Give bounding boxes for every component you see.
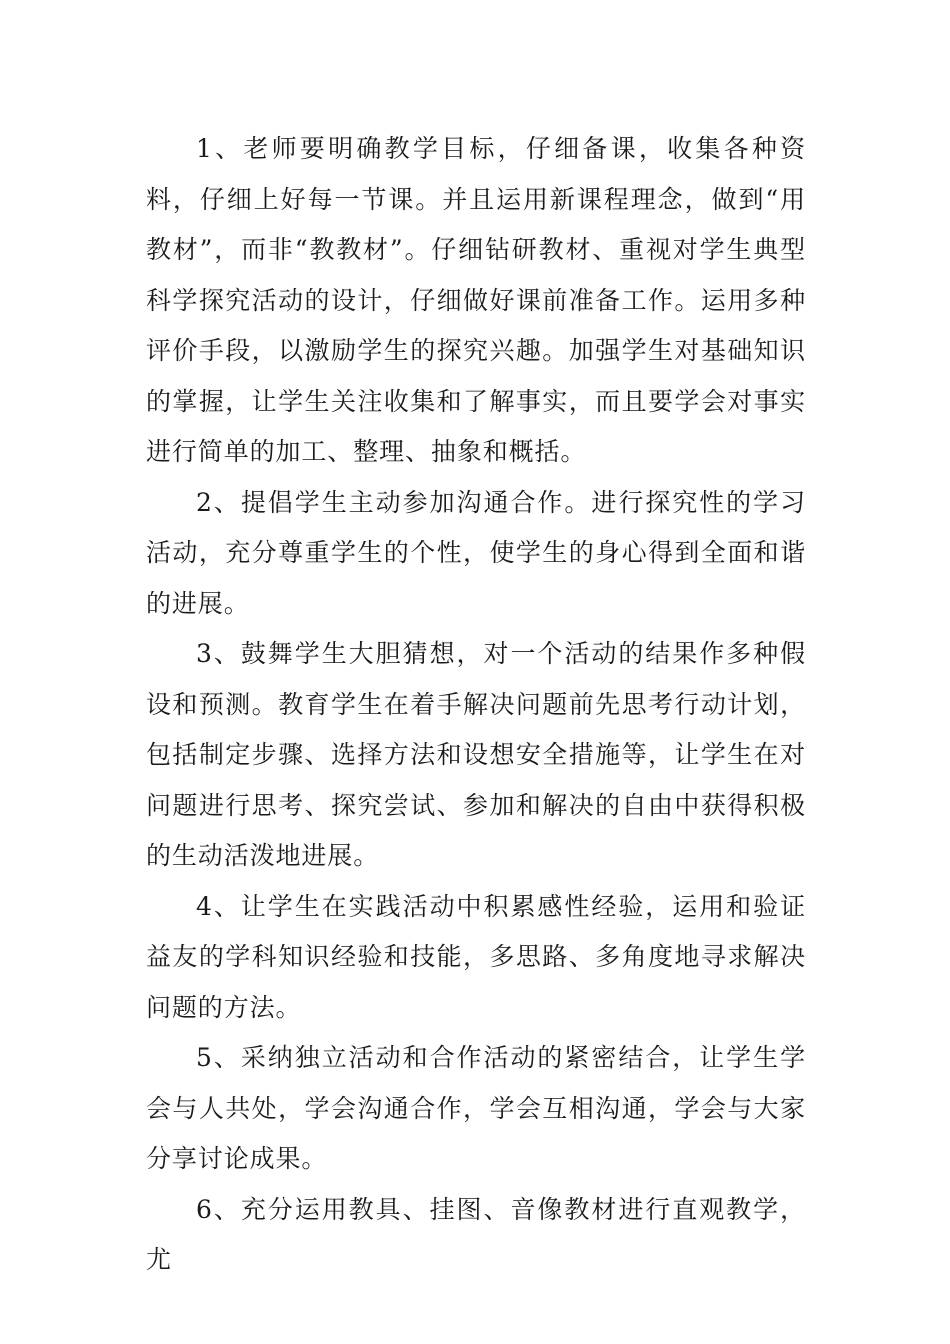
document-body bbox=[146, 124, 806, 1286]
paragraph-5: 5、采纳独立活动和合作活动的紧密结合，让学生学会与人共处，学会沟通合作，学会互相沟通，学会与大家分享讨论成果。 bbox=[146, 1043, 806, 1173]
paragraph-1: 1、老师要明确教学目标，仔细备课，收集各种资料，仔细上好每一节课。并且运用新课程理念，做到“用教材”，而非“教教材”。仔细钻研教材、重视对学生典型科学探究活动的设计，仔细做好课前准备工作。运用多种评价手段，以激励学生的探究兴趣。加强学生对基础知识的掌握，让学生关注收集和了解事实，而且要学会对事实进行简单的加工、整理、抽象和概括。 bbox=[146, 134, 806, 466]
paragraph-6: 6、充分运用教具、挂图、音像教材进行直观教学，尤 bbox=[146, 1194, 806, 1274]
paragraph-4: 4、让学生在实践活动中积累感性经验，运用和验证益友的学科知识经验和技能，多思路、多角度地寻求解决问题的方法。 bbox=[146, 891, 806, 1022]
paragraph-3: 3、鼓舞学生大胆猜想，对一个活动的结果作多种假设和预测。教育学生在着手解决问题前先思考行动计划，包括制定步骤、选择方法和设想安全措施等，让学生在对问题进行思考、探究尝试、参加和解决的自由中获得积极的生动活泼地进展。 bbox=[146, 639, 806, 870]
paragraph-2: 2、提倡学生主动参加沟通合作。进行探究性的学习活动，充分尊重学生的个性，使学生的身心得到全面和谐的进展。 bbox=[146, 487, 806, 618]
